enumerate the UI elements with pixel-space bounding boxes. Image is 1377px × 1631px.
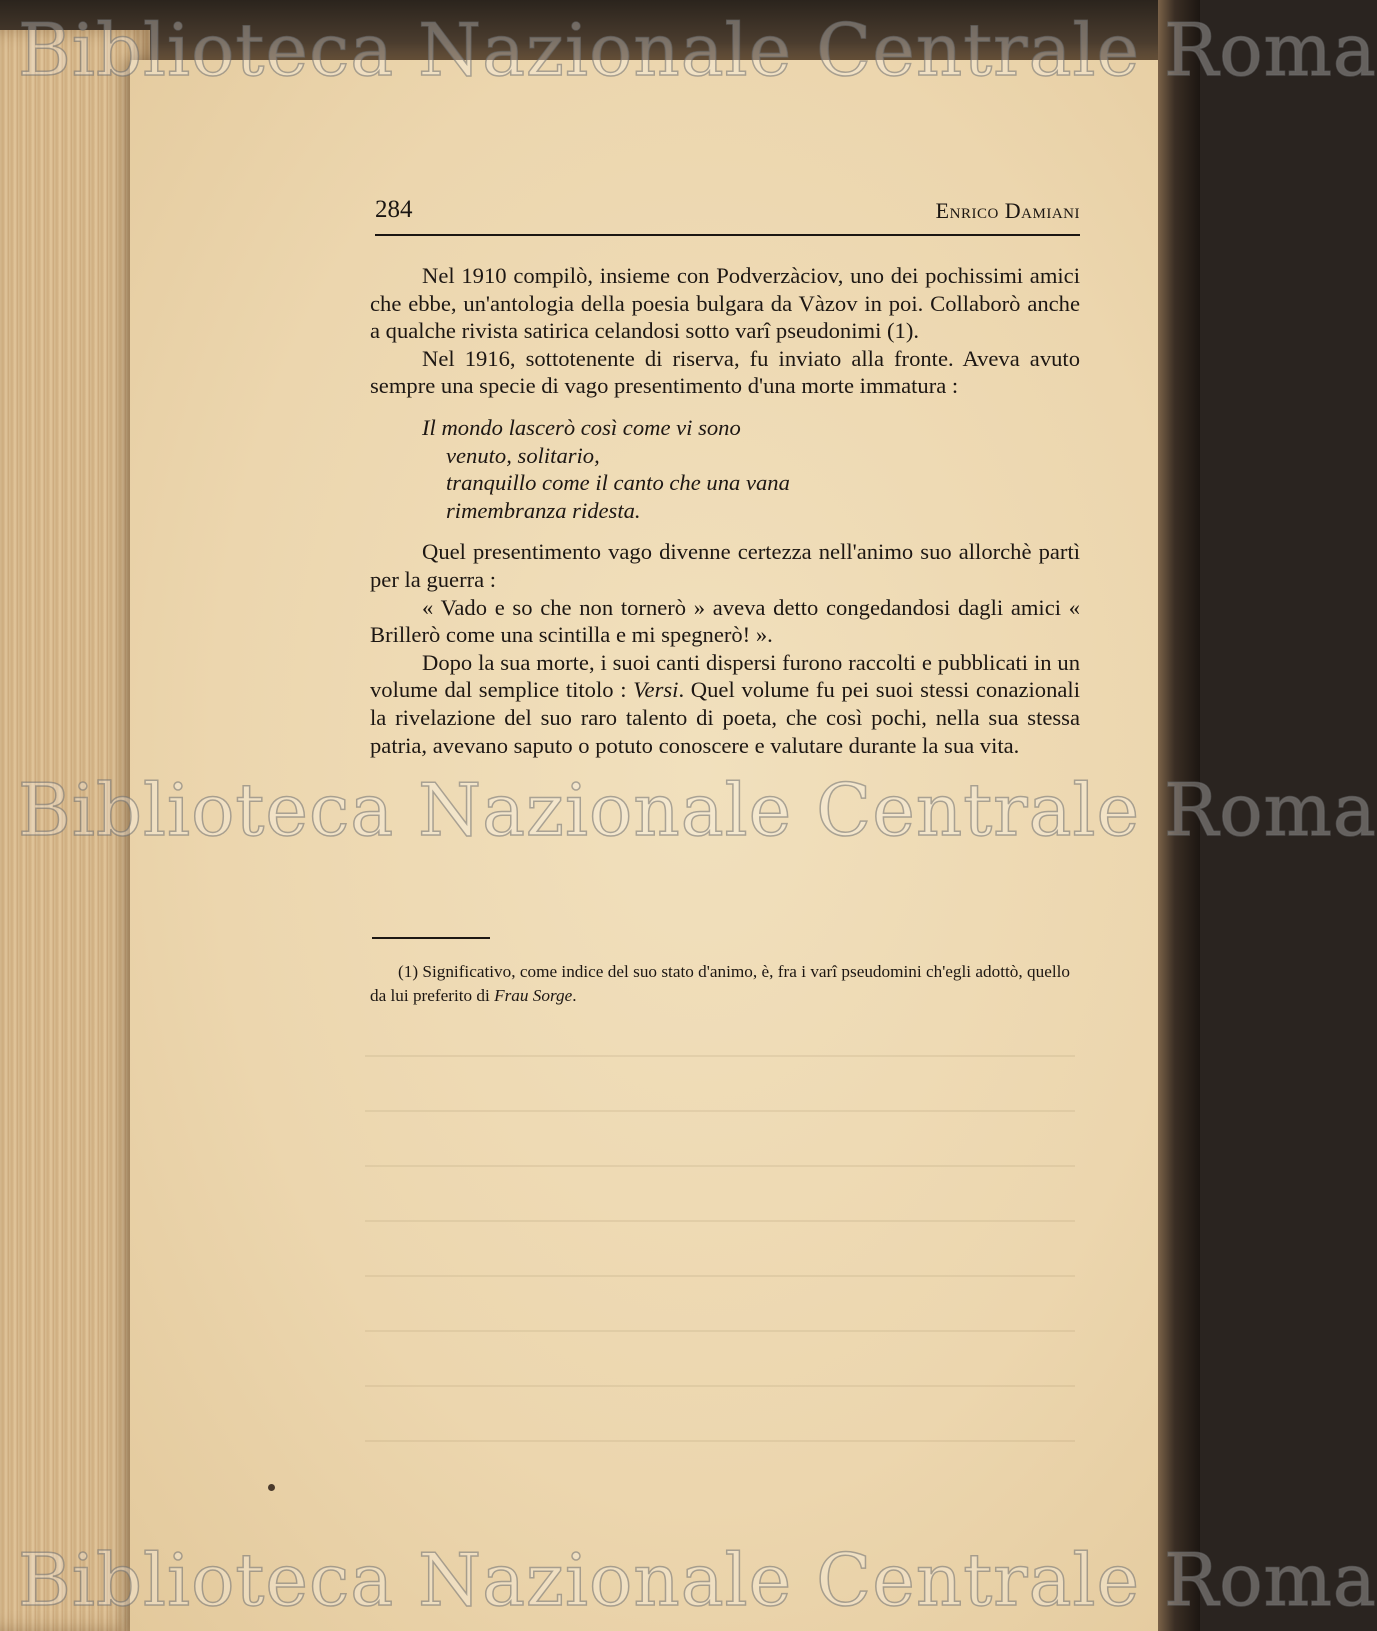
bleed-through-line bbox=[365, 1440, 1075, 1442]
paragraph bbox=[370, 649, 1080, 759]
book-fore-edge bbox=[0, 30, 150, 1631]
bleed-through-line bbox=[365, 1385, 1075, 1387]
poem-quote bbox=[422, 414, 1080, 524]
bleed-through-line bbox=[365, 1330, 1075, 1332]
footnote-rule bbox=[372, 937, 490, 939]
bleed-through-line bbox=[365, 1055, 1075, 1057]
paragraph: Nel 1916, sottotenente di riserva, fu inviato alla fronte. Aveva avuto sempre una specie di vago presentimento d'una morte immatura : bbox=[370, 345, 1080, 399]
bleed-through-line bbox=[365, 1275, 1075, 1277]
library-watermark: Biblioteca Nazionale Centrale Roma bbox=[18, 8, 1377, 92]
running-head-author: Enrico Damiani bbox=[935, 198, 1080, 223]
library-watermark: Biblioteca Nazionale Centrale Roma bbox=[18, 768, 1377, 852]
footnote-marker: (1) bbox=[398, 962, 419, 981]
poem-line: Il mondo lascerò così come vi sono bbox=[422, 414, 741, 440]
paragraph: « Vado e so che non tornerò » aveva detto congedandosi dagli amici « Brillerò come una scintilla e mi spegnerò! ». bbox=[370, 594, 1080, 648]
bleed-through-line bbox=[365, 1165, 1075, 1167]
bleed-through-line bbox=[365, 1220, 1075, 1222]
running-head bbox=[375, 196, 1080, 232]
scan-top-border bbox=[0, 0, 1200, 60]
paper-speck bbox=[268, 1484, 275, 1491]
bleed-through-line bbox=[365, 1110, 1075, 1112]
header-rule bbox=[375, 234, 1080, 236]
poem-line: tranquillo come il canto che una vana bbox=[446, 470, 790, 496]
paragraph: Nel 1910 compilò, insieme con Podverzàciov, uno dei pochissimi amici che ebbe, un'antologia della poesia bulgara da Vàzov in poi. Collaborò anche a qualche rivista satirica celandosi sotto varî pseudonimi (1). bbox=[370, 263, 1080, 344]
footnote bbox=[370, 960, 1070, 1008]
paragraph: Quel presentimento vago divenne certezza nell'animo suo allorchè partì per la guerra : bbox=[370, 539, 1080, 592]
page-number: 284 bbox=[375, 196, 413, 223]
footnote-pseudonym: Frau Sorge bbox=[494, 986, 573, 1005]
scan-right-border bbox=[1158, 0, 1200, 1631]
poem-line: rimembranza ridesta. bbox=[446, 497, 641, 523]
body-text bbox=[370, 262, 1080, 759]
library-watermark: Biblioteca Nazionale Centrale Roma bbox=[18, 1538, 1377, 1622]
footnote-end: . bbox=[572, 986, 577, 1005]
poem-line: venuto, solitario, bbox=[446, 442, 600, 468]
paragraph-text: . Quel volume fu pei suoi stessi conazionali la rivelazione del suo raro talento di poeta, che così pochi, nella sua stessa patria, avevano saputo o potuto conoscere e valutare durante la sua vita. bbox=[370, 677, 1080, 758]
book-title: Versi bbox=[633, 677, 679, 703]
paragraph-text: Dopo la sua morte, i suoi canti dispersi furono raccolti e pubblicati in un volume dal semplice titolo : bbox=[370, 649, 1080, 703]
footnote-text: Significativo, come indice del suo stato d'animo, è, fra i varî pseudomini ch'egli adottò, quello da lui preferito di bbox=[370, 962, 1070, 1005]
